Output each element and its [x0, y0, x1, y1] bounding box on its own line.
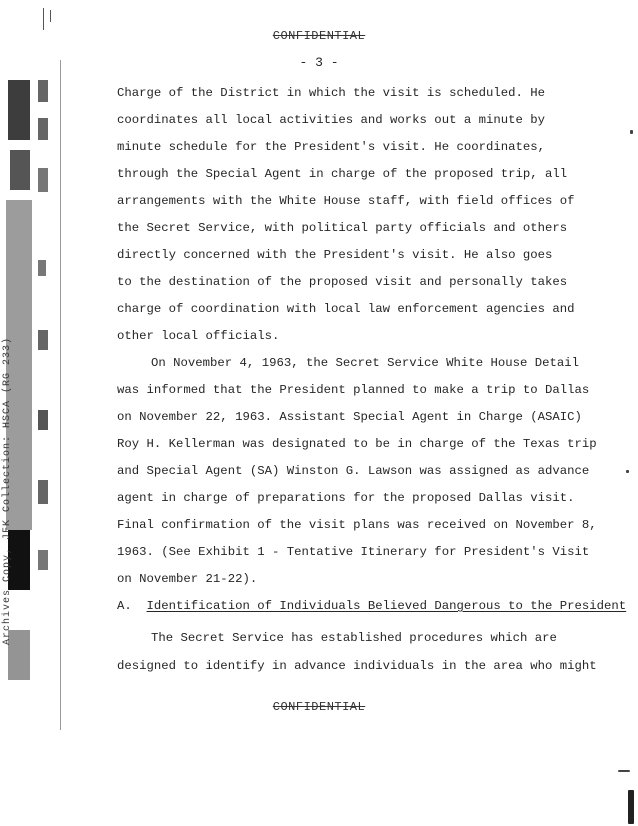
text-line: Roy H. Kellerman was designated to be in charge of the Texas trip [117, 437, 597, 451]
text-line: on November 21-22). [117, 572, 258, 586]
text-line: other local officials. [117, 329, 280, 343]
text-line: arrangements with the White House staff, with field offices of [117, 194, 575, 208]
section-marker: A. [117, 599, 132, 613]
text-line: through the Special Agent in charge of the proposed trip, all [117, 167, 568, 181]
text-line: charge of coordination with local law enforcement agencies and [117, 302, 575, 316]
text-line: coordinates all local activities and works out a minute by [117, 113, 546, 127]
text-line: the Secret Service, with political party officials and others [117, 221, 568, 235]
text-line: minute schedule for the President's visit. He coordinates, [117, 140, 546, 154]
body-text-section-a [117, 624, 597, 680]
text-line: The Secret Service has established procedures which are [151, 631, 557, 645]
body-text [117, 80, 597, 593]
text-line: agent in charge of preparations for the proposed Dallas visit. [117, 491, 575, 505]
classification-stamp-bottom: CONFIDENTIAL [272, 700, 366, 714]
section-title: Identification of Individuals Believed Dangerous to the President [146, 599, 627, 613]
text-line: 1963. (See Exhibit 1 - Tentative Itinerary for President's Visit [117, 545, 590, 559]
text-line: On November 4, 1963, the Secret Service White House Detail [151, 356, 580, 370]
text-line: directly concerned with the President's visit. He also goes [117, 248, 553, 262]
text-line: Charge of the District in which the visit is scheduled. He [117, 86, 546, 100]
text-line: to the destination of the proposed visit and personally takes [117, 275, 568, 289]
classification-stamp-top: CONFIDENTIAL [272, 29, 366, 43]
text-line: on November 22, 1963. Assistant Special Agent in Charge (ASAIC) [117, 410, 582, 424]
scan-margin [0, 60, 62, 720]
archive-collection-label: Archives Copy, JFK Collection: HSCA (RG 233) [2, 336, 13, 645]
page-number: - 3 - [299, 55, 339, 70]
text-line: Final confirmation of the visit plans was received on November 8, [117, 518, 597, 532]
section-heading [117, 596, 627, 616]
text-line: and Special Agent (SA) Winston G. Lawson was assigned as advance [117, 464, 590, 478]
text-line: was informed that the President planned to make a trip to Dallas [117, 383, 590, 397]
text-line: designed to identify in advance individuals in the area who might [117, 659, 597, 673]
